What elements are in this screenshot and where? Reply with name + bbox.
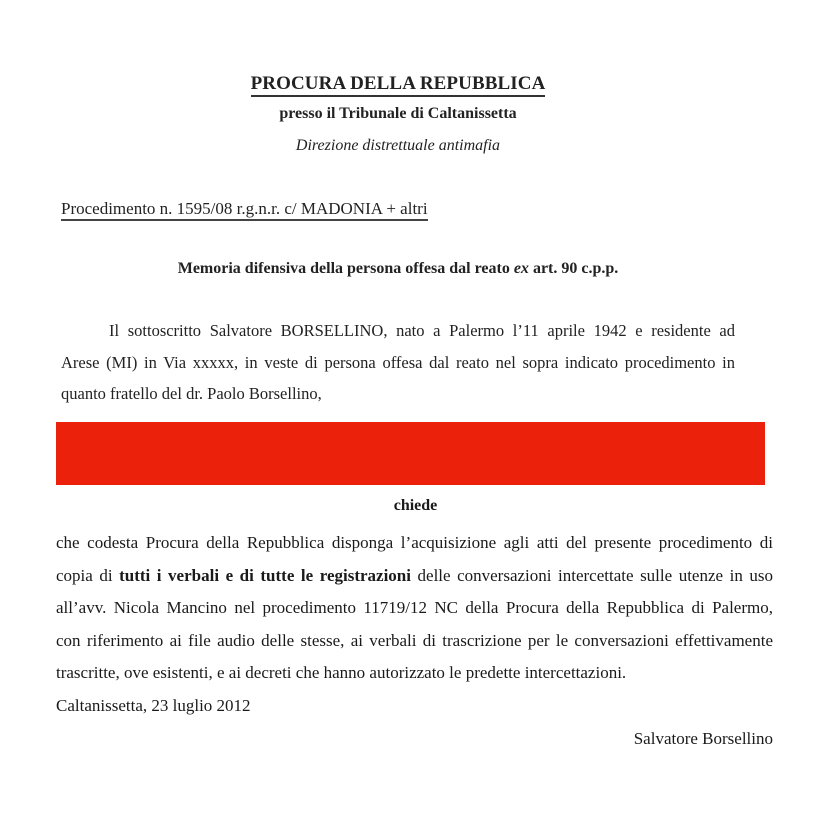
memo-title-before: Memoria difensiva della persona offesa dal reato bbox=[177, 260, 514, 277]
redaction-block bbox=[56, 422, 765, 485]
body-line-2 bbox=[56, 566, 773, 586]
memo-title-italic: ex bbox=[513, 260, 529, 277]
intro-line-3: quanto fratello del dr. Paolo Borsellino, bbox=[61, 384, 322, 403]
signature: Salvatore Borsellino bbox=[633, 729, 773, 748]
document-header-subtitle: presso il Tribunale di Caltanissetta bbox=[279, 105, 517, 122]
intro-line-1-text: Il sottoscritto Salvatore BORSELLINO, nato a Palermo l’11 aprile 1942 e residente ad bbox=[109, 321, 735, 340]
header-title-text: PROCURA DELLA REPUBBLICA bbox=[251, 73, 546, 97]
body-line-2-bold: tutti i verbali e di tutte le registrazioni bbox=[119, 566, 411, 585]
request-verb: chiede bbox=[393, 497, 438, 514]
intro-line-1 bbox=[61, 321, 735, 341]
body-line-4: con riferimento ai file audio delle stesse, ai verbali di trascrizione per le conversazioni effettivamente bbox=[56, 631, 773, 650]
memo-title bbox=[0, 260, 796, 278]
place-date: Caltanissetta, 23 luglio 2012 bbox=[56, 696, 251, 715]
body-line-1: che codesta Procura della Repubblica disponga l’acquisizione agli atti del presente procedimento di bbox=[56, 533, 773, 552]
body-line-2-after: delle conversazioni intercettate sulle utenze in uso bbox=[410, 566, 773, 585]
body-line-2-before: copia di bbox=[56, 566, 120, 585]
case-reference bbox=[61, 199, 428, 219]
body-line-5: trascritte, ove esistenti, e ai decreti che hanno autorizzato le predette intercettazioni. bbox=[56, 663, 627, 682]
document-header-directorate: Direzione distrettuale antimafia bbox=[295, 137, 501, 154]
intro-line-2: Arese (MI) in Via xxxxx, in veste di persona offesa dal reato nel sopra indicato procedimento in bbox=[61, 353, 735, 372]
memo-title-after: art. 90 c.p.p. bbox=[528, 260, 619, 277]
body-line-3: all’avv. Nicola Mancino nel procedimento 11719/12 NC della Procura della Repubblica di Palermo, bbox=[56, 598, 773, 617]
case-reference-text: Procedimento n. 1595/08 r.g.n.r. c/ MADONIA + altri bbox=[61, 199, 428, 221]
document-header-title bbox=[0, 73, 796, 95]
